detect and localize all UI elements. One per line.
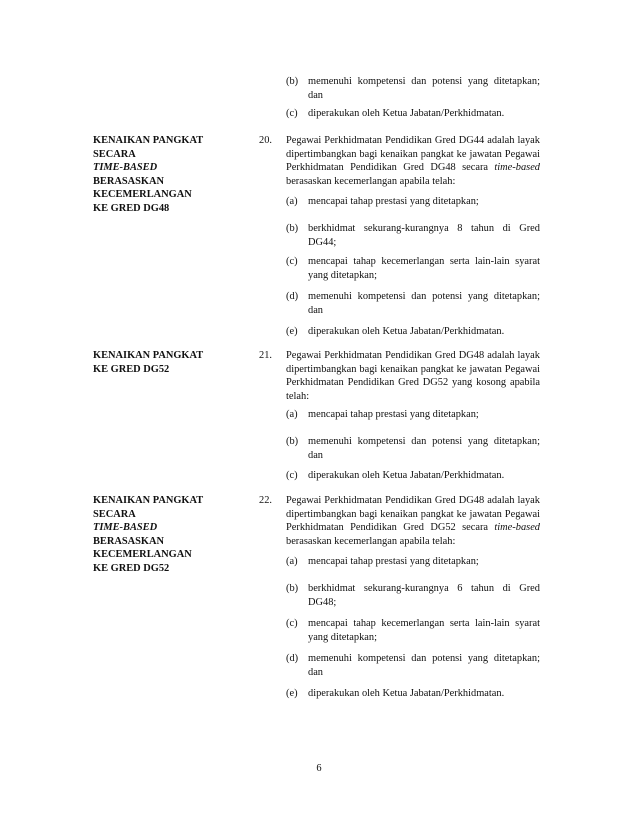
- paragraph-text: Pegawai Perkhidmatan Pendidikan Gred DG48 adalah layak dipertimbangkan bagi kenaikan pangkat ke jawatan Pegawai Perkhidmatan Pendidikan Gred DG52 yang kosong apabila telah:: [286, 350, 540, 402]
- list-item: [286, 107, 540, 121]
- item-text: memenuhi kompetensi dan potensi yang ditetapkan; dan: [308, 76, 540, 101]
- list-item: (b) berkhidmat sekurang-kurangnya 6 tahun di Gred DG48;: [286, 583, 540, 608]
- list-item: (c) mencapai tahap kecemerlangan serta lain-lain syarat yang ditetapkan;: [286, 256, 540, 281]
- list-item: (a) mencapai tahap prestasi yang ditetapkan;: [286, 409, 479, 420]
- page-number: 6: [316, 763, 322, 774]
- item-label: (c): [286, 108, 298, 119]
- section-heading: KENAIKAN PANGKAT SECARA TIME-BASED BERASASKAN KECEMERLANGAN KE GRED DG48: [93, 135, 204, 214]
- paragraph-number: 21.: [259, 350, 272, 361]
- list-item: (b) memenuhi kompetensi dan potensi yang ditetapkan; dan: [286, 436, 540, 461]
- item-label: (b): [286, 76, 299, 87]
- list-item: (e) diperakukan oleh Ketua Jabatan/Perkhidmatan.: [286, 326, 505, 337]
- list-item: (b) berkhidmat sekurang-kurangnya 8 tahun di Gred DG44;: [286, 223, 540, 248]
- list-item: (a) mencapai tahap prestasi yang ditetapkan;: [286, 196, 479, 207]
- paragraph-text: Pegawai Perkhidmatan Pendidikan Gred DG48 adalah layak dipertimbangkan bagi kenaikan pangkat ke jawatan Pegawai Perkhidmatan Pendidikan Gred DG52 secara time-based berasaskan kecemerlangan apabila telah:: [286, 495, 540, 547]
- paragraph-number: 22.: [259, 495, 272, 506]
- paragraph-number: 20.: [259, 135, 272, 146]
- item-text: diperakukan oleh Ketua Jabatan/Perkhidmatan.: [308, 108, 505, 119]
- list-item: (d) memenuhi kompetensi dan potensi yang ditetapkan; dan: [286, 291, 540, 316]
- list-item: (c) diperakukan oleh Ketua Jabatan/Perkhidmatan.: [286, 470, 505, 481]
- list-item: (d) memenuhi kompetensi dan potensi yang ditetapkan; dan: [286, 653, 540, 678]
- section-heading: KENAIKAN PANGKAT KE GRED DG52: [93, 350, 204, 375]
- paragraph-text: Pegawai Perkhidmatan Pendidikan Gred DG44 adalah layak dipertimbangkan bagi kenaikan pangkat ke jawatan Pegawai Perkhidmatan Pendidikan Gred DG48 secara time-based berasaskan kecemerlangan apabila telah:: [286, 135, 540, 187]
- list-item: [286, 75, 540, 102]
- list-item: (a) mencapai tahap prestasi yang ditetapkan;: [286, 556, 479, 567]
- list-item: (e) diperakukan oleh Ketua Jabatan/Perkhidmatan.: [286, 688, 505, 699]
- list-item: (c) mencapai tahap kecemerlangan serta lain-lain syarat yang ditetapkan;: [286, 618, 540, 643]
- section-heading: KENAIKAN PANGKAT SECARA TIME-BASED BERASASKAN KECEMERLANGAN KE GRED DG52: [93, 495, 204, 574]
